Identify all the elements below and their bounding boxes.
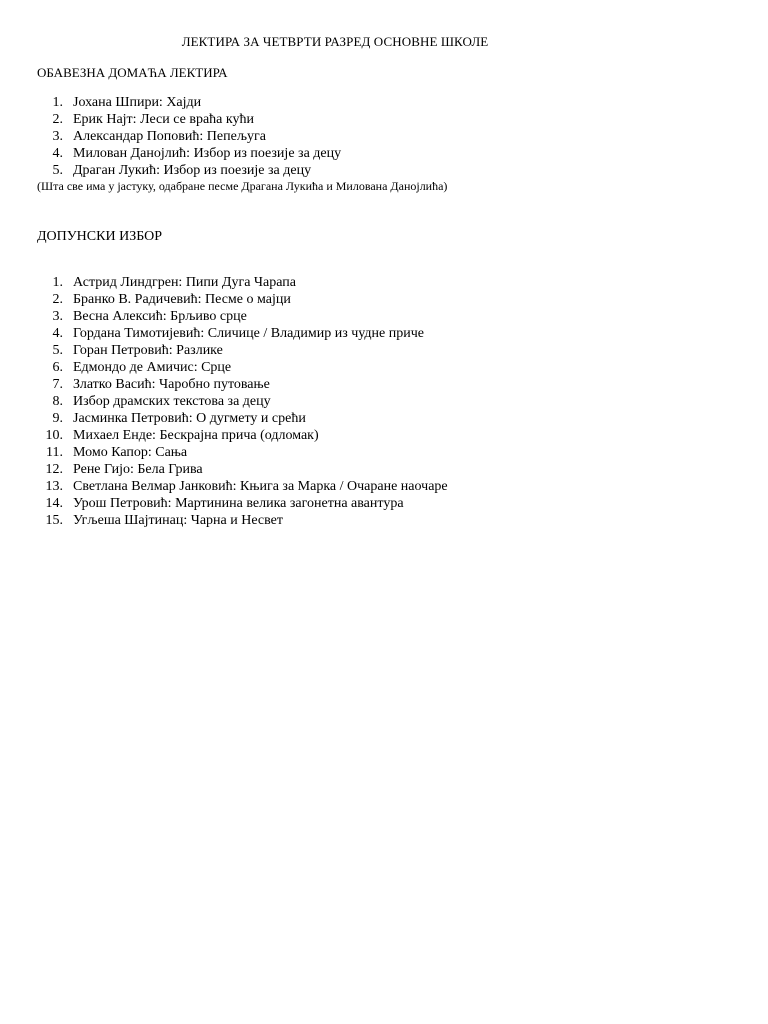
list-item bbox=[0, 274, 448, 291]
item-text: Угљеша Шајтинац: Чарна и Несвет bbox=[73, 513, 283, 528]
item-number: 13. bbox=[45, 479, 63, 494]
list-item bbox=[0, 128, 341, 145]
list-item bbox=[0, 342, 448, 359]
list-item bbox=[0, 325, 448, 342]
list-item bbox=[0, 94, 341, 111]
item-number: 3. bbox=[52, 309, 63, 324]
item-text: Момо Капор: Сања bbox=[73, 445, 188, 460]
item-number: 14. bbox=[45, 496, 63, 511]
item-number: 5. bbox=[52, 343, 63, 358]
item-number: 4. bbox=[52, 326, 63, 341]
item-text: Гордана Тимотијевић: Сличице / Владимир из чудне приче bbox=[73, 326, 424, 341]
item-number: 5. bbox=[52, 163, 63, 178]
item-number: 6. bbox=[52, 360, 63, 375]
list-item bbox=[0, 495, 448, 512]
list-item bbox=[0, 410, 448, 427]
mandatory-list bbox=[0, 94, 341, 179]
item-number: 9. bbox=[52, 411, 63, 426]
item-number: 7. bbox=[52, 377, 63, 392]
supplementary-list bbox=[0, 274, 448, 529]
item-text: Бранко В. Радичевић: Песме о мајци bbox=[73, 292, 291, 307]
item-number: 8. bbox=[52, 394, 63, 409]
list-item bbox=[0, 427, 448, 444]
item-text: Горан Петровић: Разлике bbox=[73, 343, 223, 358]
item-number: 2. bbox=[52, 292, 63, 307]
item-number: 15. bbox=[45, 513, 63, 528]
list-item bbox=[0, 359, 448, 376]
item-text: Јасминка Петровић: О дугмету и срећи bbox=[73, 411, 306, 426]
list-item bbox=[0, 461, 448, 478]
item-number: 2. bbox=[52, 112, 63, 127]
item-text: Урош Петровић: Мартинина велика загонетна авантура bbox=[73, 496, 404, 511]
item-text: Весна Алексић: Брљиво срце bbox=[73, 309, 247, 324]
list-item bbox=[0, 512, 448, 529]
list-item bbox=[0, 393, 448, 410]
list-item bbox=[0, 376, 448, 393]
item-text: Рене Гијо: Бела Грива bbox=[73, 462, 203, 477]
item-text: Светлана Велмар Јанковић: Књига за Марка / Очаране наочаре bbox=[73, 479, 448, 494]
list-item bbox=[0, 145, 341, 162]
item-text: Ерик Најт: Леси се враћа кући bbox=[73, 112, 254, 127]
item-number: 11. bbox=[46, 445, 63, 460]
item-number: 10. bbox=[45, 428, 63, 443]
item-number: 1. bbox=[52, 95, 63, 110]
list-item bbox=[0, 308, 448, 325]
item-text: Едмондо де Амичис: Срце bbox=[73, 360, 232, 375]
item-number: 3. bbox=[52, 129, 63, 144]
item-text: Јохана Шпири: Хајди bbox=[73, 95, 202, 110]
item-text: Драган Лукић: Избор из поезије за децу bbox=[73, 163, 312, 178]
mandatory-heading: ОБАВЕЗНА ДОМАЋА ЛЕКТИРА bbox=[37, 65, 228, 80]
item-text: Милован Данојлић: Избор из поезије за децу bbox=[73, 146, 342, 161]
supplementary-heading: ДОПУНСКИ ИЗБОР bbox=[37, 229, 163, 244]
list-item bbox=[0, 162, 341, 179]
list-item bbox=[0, 444, 448, 461]
item-number: 4. bbox=[52, 146, 63, 161]
list-item bbox=[0, 478, 448, 495]
item-text: Златко Васић: Чаробно путовање bbox=[73, 377, 270, 392]
item-number: 12. bbox=[45, 462, 63, 477]
item-number: 1. bbox=[52, 275, 63, 290]
item-text: Избор драмских текстова за децу bbox=[73, 394, 271, 409]
list-item bbox=[0, 291, 448, 308]
item-text: Астрид Линдгрен: Пипи Дуга Чарапа bbox=[73, 275, 296, 290]
item-text: Александар Поповић: Пепељуга bbox=[73, 129, 266, 144]
document-title: ЛЕКТИРА ЗА ЧЕТВРТИ РАЗРЕД ОСНОВНЕ ШКОЛЕ bbox=[181, 34, 489, 49]
list-item bbox=[0, 111, 341, 128]
item-text: Михаел Енде: Бескрајна прича (одломак) bbox=[73, 428, 319, 443]
mandatory-note: (Шта све има у јастуку, одабране песме Драгана Лукића и Милована Данојлића) bbox=[37, 179, 448, 193]
